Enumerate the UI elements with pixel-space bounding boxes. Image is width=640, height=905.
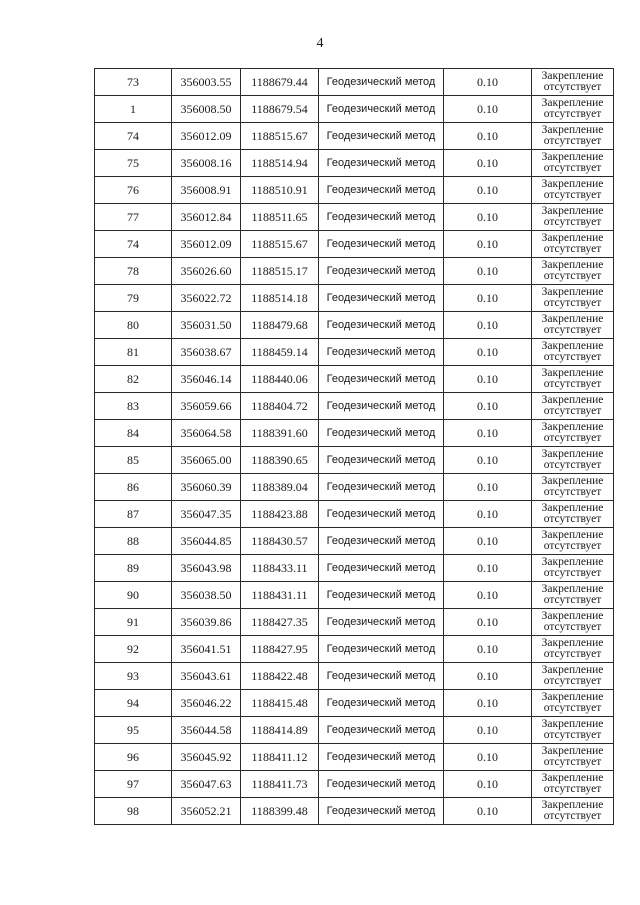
fixing-text: отсутствует [543,567,602,579]
y-coordinate-cell: 1188414.89 [241,717,319,744]
fixing-text: Закрепление [541,637,604,649]
accuracy-cell: 0.10 [444,123,532,150]
accuracy-cell: 0.10 [444,150,532,177]
fixing-text: отсутствует [543,351,602,363]
method-cell: Геодезический метод [319,636,444,663]
method-cell: Геодезический метод [319,690,444,717]
table-row [95,366,614,393]
coordinates-table [94,68,614,825]
x-coordinate-cell: 356044.58 [172,717,241,744]
fixing-cell [532,177,614,204]
point-number-cell: 97 [95,771,172,798]
point-number-cell: 78 [95,258,172,285]
coordinates-table-body [95,69,614,825]
fixing-text: Закрепление [541,475,604,487]
fixing-cell [532,555,614,582]
fixing-text: Закрепление [541,151,604,163]
table-row [95,555,614,582]
x-coordinate-cell: 356045.92 [172,744,241,771]
x-coordinate-cell: 356026.60 [172,258,241,285]
y-coordinate-cell: 1188515.67 [241,231,319,258]
x-coordinate-cell: 356012.09 [172,231,241,258]
y-coordinate-cell: 1188391.60 [241,420,319,447]
y-coordinate-cell: 1188431.11 [241,582,319,609]
y-coordinate-cell: 1188404.72 [241,393,319,420]
method-cell: Геодезический метод [319,582,444,609]
method-cell: Геодезический метод [319,474,444,501]
method-cell: Геодезический метод [319,555,444,582]
fixing-text: отсутствует [543,189,602,201]
x-coordinate-cell: 356012.09 [172,123,241,150]
method-cell: Геодезический метод [319,501,444,528]
point-number-cell: 83 [95,393,172,420]
method-cell: Геодезический метод [319,609,444,636]
point-number-cell: 95 [95,717,172,744]
x-coordinate-cell: 356039.86 [172,609,241,636]
y-coordinate-cell: 1188459.14 [241,339,319,366]
fixing-text: Закрепление [541,772,604,784]
fixing-text: Закрепление [541,97,604,109]
method-cell: Геодезический метод [319,312,444,339]
accuracy-cell: 0.10 [444,339,532,366]
point-number-cell: 81 [95,339,172,366]
table-row [95,339,614,366]
fixing-text: отсутствует [543,486,602,498]
fixing-cell [532,771,614,798]
fixing-text: отсутствует [543,81,602,93]
accuracy-cell: 0.10 [444,393,532,420]
fixing-cell [532,231,614,258]
fixing-text: Закрепление [541,259,604,271]
table-row [95,690,614,717]
accuracy-cell: 0.10 [444,501,532,528]
fixing-text: Закрепление [541,556,604,568]
table-row [95,312,614,339]
table-row [95,528,614,555]
accuracy-cell: 0.10 [444,744,532,771]
fixing-text: Закрепление [541,367,604,379]
fixing-cell [532,150,614,177]
fixing-cell [532,636,614,663]
fixing-cell [532,717,614,744]
x-coordinate-cell: 356043.61 [172,663,241,690]
fixing-text: Закрепление [541,718,604,730]
accuracy-cell: 0.10 [444,447,532,474]
table-row [95,663,614,690]
x-coordinate-cell: 356008.91 [172,177,241,204]
point-number-cell: 74 [95,123,172,150]
point-number-cell: 88 [95,528,172,555]
x-coordinate-cell: 356022.72 [172,285,241,312]
method-cell: Геодезический метод [319,393,444,420]
fixing-text: отсутствует [543,324,602,336]
x-coordinate-cell: 356046.22 [172,690,241,717]
fixing-text: отсутствует [543,513,602,525]
table-row [95,150,614,177]
fixing-cell [532,744,614,771]
point-number-cell: 74 [95,231,172,258]
fixing-cell [532,474,614,501]
accuracy-cell: 0.10 [444,636,532,663]
method-cell: Геодезический метод [319,447,444,474]
fixing-text: отсутствует [543,675,602,687]
fixing-text: Закрепление [541,232,604,244]
x-coordinate-cell: 356038.67 [172,339,241,366]
point-number-cell: 84 [95,420,172,447]
x-coordinate-cell: 356046.14 [172,366,241,393]
fixing-text: Закрепление [541,691,604,703]
y-coordinate-cell: 1188479.68 [241,312,319,339]
fixing-cell [532,528,614,555]
accuracy-cell: 0.10 [444,96,532,123]
point-number-cell: 80 [95,312,172,339]
y-coordinate-cell: 1188427.95 [241,636,319,663]
point-number-cell: 1 [95,96,172,123]
fixing-cell [532,582,614,609]
fixing-text: Закрепление [541,286,604,298]
fixing-text: отсутствует [543,540,602,552]
accuracy-cell: 0.10 [444,312,532,339]
fixing-text: отсутствует [543,405,602,417]
fixing-text: отсутствует [543,648,602,660]
accuracy-cell: 0.10 [444,528,532,555]
method-cell: Геодезический метод [319,420,444,447]
point-number-cell: 82 [95,366,172,393]
fixing-text: отсутствует [543,135,602,147]
fixing-text: Закрепление [541,610,604,622]
fixing-cell [532,609,614,636]
x-coordinate-cell: 356038.50 [172,582,241,609]
fixing-cell [532,798,614,825]
fixing-text: отсутствует [543,243,602,255]
method-cell: Геодезический метод [319,285,444,312]
fixing-cell [532,204,614,231]
table-row [95,582,614,609]
accuracy-cell: 0.10 [444,771,532,798]
x-coordinate-cell: 356065.00 [172,447,241,474]
accuracy-cell: 0.10 [444,582,532,609]
x-coordinate-cell: 356012.84 [172,204,241,231]
point-number-cell: 90 [95,582,172,609]
method-cell: Геодезический метод [319,798,444,825]
table-row [95,123,614,150]
method-cell: Геодезический метод [319,204,444,231]
method-cell: Геодезический метод [319,717,444,744]
fixing-text: Закрепление [541,124,604,136]
fixing-text: отсутствует [543,810,602,822]
fixing-text: отсутствует [543,594,602,606]
accuracy-cell: 0.10 [444,258,532,285]
fixing-text: отсутствует [543,378,602,390]
fixing-text: Закрепление [541,529,604,541]
point-number-cell: 98 [95,798,172,825]
fixing-cell [532,339,614,366]
fixing-text: отсутствует [543,216,602,228]
fixing-text: Закрепление [541,745,604,757]
fixing-text: отсутствует [543,162,602,174]
x-coordinate-cell: 356060.39 [172,474,241,501]
table-row [95,447,614,474]
method-cell: Геодезический метод [319,528,444,555]
y-coordinate-cell: 1188423.88 [241,501,319,528]
method-cell: Геодезический метод [319,96,444,123]
fixing-cell [532,690,614,717]
y-coordinate-cell: 1188514.18 [241,285,319,312]
point-number-cell: 85 [95,447,172,474]
point-number-cell: 94 [95,690,172,717]
accuracy-cell: 0.10 [444,717,532,744]
fixing-cell [532,96,614,123]
fixing-text: Закрепление [541,799,604,811]
fixing-text: Закрепление [541,448,604,460]
x-coordinate-cell: 356064.58 [172,420,241,447]
fixing-text: Закрепление [541,421,604,433]
accuracy-cell: 0.10 [444,474,532,501]
fixing-cell [532,123,614,150]
y-coordinate-cell: 1188679.44 [241,69,319,96]
table-row [95,393,614,420]
point-number-cell: 89 [95,555,172,582]
fixing-cell [532,258,614,285]
fixing-text: отсутствует [543,783,602,795]
table-row [95,258,614,285]
y-coordinate-cell: 1188399.48 [241,798,319,825]
table-row [95,609,614,636]
fixing-text: отсутствует [543,702,602,714]
table-row [95,231,614,258]
y-coordinate-cell: 1188511.65 [241,204,319,231]
fixing-text: Закрепление [541,394,604,406]
accuracy-cell: 0.10 [444,690,532,717]
x-coordinate-cell: 356041.51 [172,636,241,663]
fixing-text: Закрепление [541,70,604,82]
method-cell: Геодезический метод [319,744,444,771]
fixing-cell [532,312,614,339]
method-cell: Геодезический метод [319,339,444,366]
accuracy-cell: 0.10 [444,69,532,96]
page-number: 4 [316,36,324,51]
fixing-cell [532,663,614,690]
fixing-text: отсутствует [543,459,602,471]
accuracy-cell: 0.10 [444,555,532,582]
point-number-cell: 96 [95,744,172,771]
point-number-cell: 91 [95,609,172,636]
method-cell: Геодезический метод [319,231,444,258]
table-row [95,177,614,204]
x-coordinate-cell: 356031.50 [172,312,241,339]
table-row [95,96,614,123]
point-number-cell: 92 [95,636,172,663]
fixing-cell [532,366,614,393]
table-row [95,474,614,501]
x-coordinate-cell: 356047.63 [172,771,241,798]
y-coordinate-cell: 1188514.94 [241,150,319,177]
method-cell: Геодезический метод [319,663,444,690]
x-coordinate-cell: 356043.98 [172,555,241,582]
fixing-cell [532,420,614,447]
accuracy-cell: 0.10 [444,420,532,447]
accuracy-cell: 0.10 [444,798,532,825]
method-cell: Геодезический метод [319,366,444,393]
method-cell: Геодезический метод [319,177,444,204]
fixing-text: Закрепление [541,583,604,595]
x-coordinate-cell: 356052.21 [172,798,241,825]
fixing-text: Закрепление [541,502,604,514]
y-coordinate-cell: 1188390.65 [241,447,319,474]
point-number-cell: 79 [95,285,172,312]
accuracy-cell: 0.10 [444,366,532,393]
x-coordinate-cell: 356047.35 [172,501,241,528]
table-row [95,771,614,798]
point-number-cell: 87 [95,501,172,528]
y-coordinate-cell: 1188440.06 [241,366,319,393]
fixing-text: Закрепление [541,313,604,325]
y-coordinate-cell: 1188515.67 [241,123,319,150]
table-row [95,501,614,528]
y-coordinate-cell: 1188515.17 [241,258,319,285]
y-coordinate-cell: 1188389.04 [241,474,319,501]
x-coordinate-cell: 356008.50 [172,96,241,123]
table-row [95,636,614,663]
fixing-text: отсутствует [543,756,602,768]
accuracy-cell: 0.10 [444,609,532,636]
point-number-cell: 73 [95,69,172,96]
table-row [95,285,614,312]
x-coordinate-cell: 356008.16 [172,150,241,177]
method-cell: Геодезический метод [319,150,444,177]
table-row [95,204,614,231]
y-coordinate-cell: 1188415.48 [241,690,319,717]
point-number-cell: 86 [95,474,172,501]
table-row [95,420,614,447]
method-cell: Геодезический метод [319,258,444,285]
fixing-cell [532,501,614,528]
y-coordinate-cell: 1188411.12 [241,744,319,771]
y-coordinate-cell: 1188430.57 [241,528,319,555]
fixing-cell [532,447,614,474]
fixing-text: отсутствует [543,729,602,741]
x-coordinate-cell: 356059.66 [172,393,241,420]
method-cell: Геодезический метод [319,123,444,150]
y-coordinate-cell: 1188422.48 [241,663,319,690]
accuracy-cell: 0.10 [444,231,532,258]
fixing-text: отсутствует [543,432,602,444]
y-coordinate-cell: 1188679.54 [241,96,319,123]
fixing-text: Закрепление [541,205,604,217]
fixing-text: отсутствует [543,108,602,120]
point-number-cell: 93 [95,663,172,690]
fixing-text: Закрепление [541,664,604,676]
fixing-text: отсутствует [543,270,602,282]
method-cell: Геодезический метод [319,69,444,96]
x-coordinate-cell: 356003.55 [172,69,241,96]
point-number-cell: 77 [95,204,172,231]
accuracy-cell: 0.10 [444,663,532,690]
table-row [95,744,614,771]
table-row [95,798,614,825]
method-cell: Геодезический метод [319,771,444,798]
fixing-cell [532,285,614,312]
fixing-text: Закрепление [541,178,604,190]
fixing-text: отсутствует [543,297,602,309]
fixing-text: Закрепление [541,340,604,352]
y-coordinate-cell: 1188427.35 [241,609,319,636]
fixing-cell [532,393,614,420]
y-coordinate-cell: 1188510.91 [241,177,319,204]
table-row [95,69,614,96]
table-row [95,717,614,744]
fixing-text: отсутствует [543,621,602,633]
point-number-cell: 75 [95,150,172,177]
point-number-cell: 76 [95,177,172,204]
accuracy-cell: 0.10 [444,204,532,231]
fixing-cell [532,69,614,96]
x-coordinate-cell: 356044.85 [172,528,241,555]
accuracy-cell: 0.10 [444,285,532,312]
accuracy-cell: 0.10 [444,177,532,204]
y-coordinate-cell: 1188411.73 [241,771,319,798]
y-coordinate-cell: 1188433.11 [241,555,319,582]
